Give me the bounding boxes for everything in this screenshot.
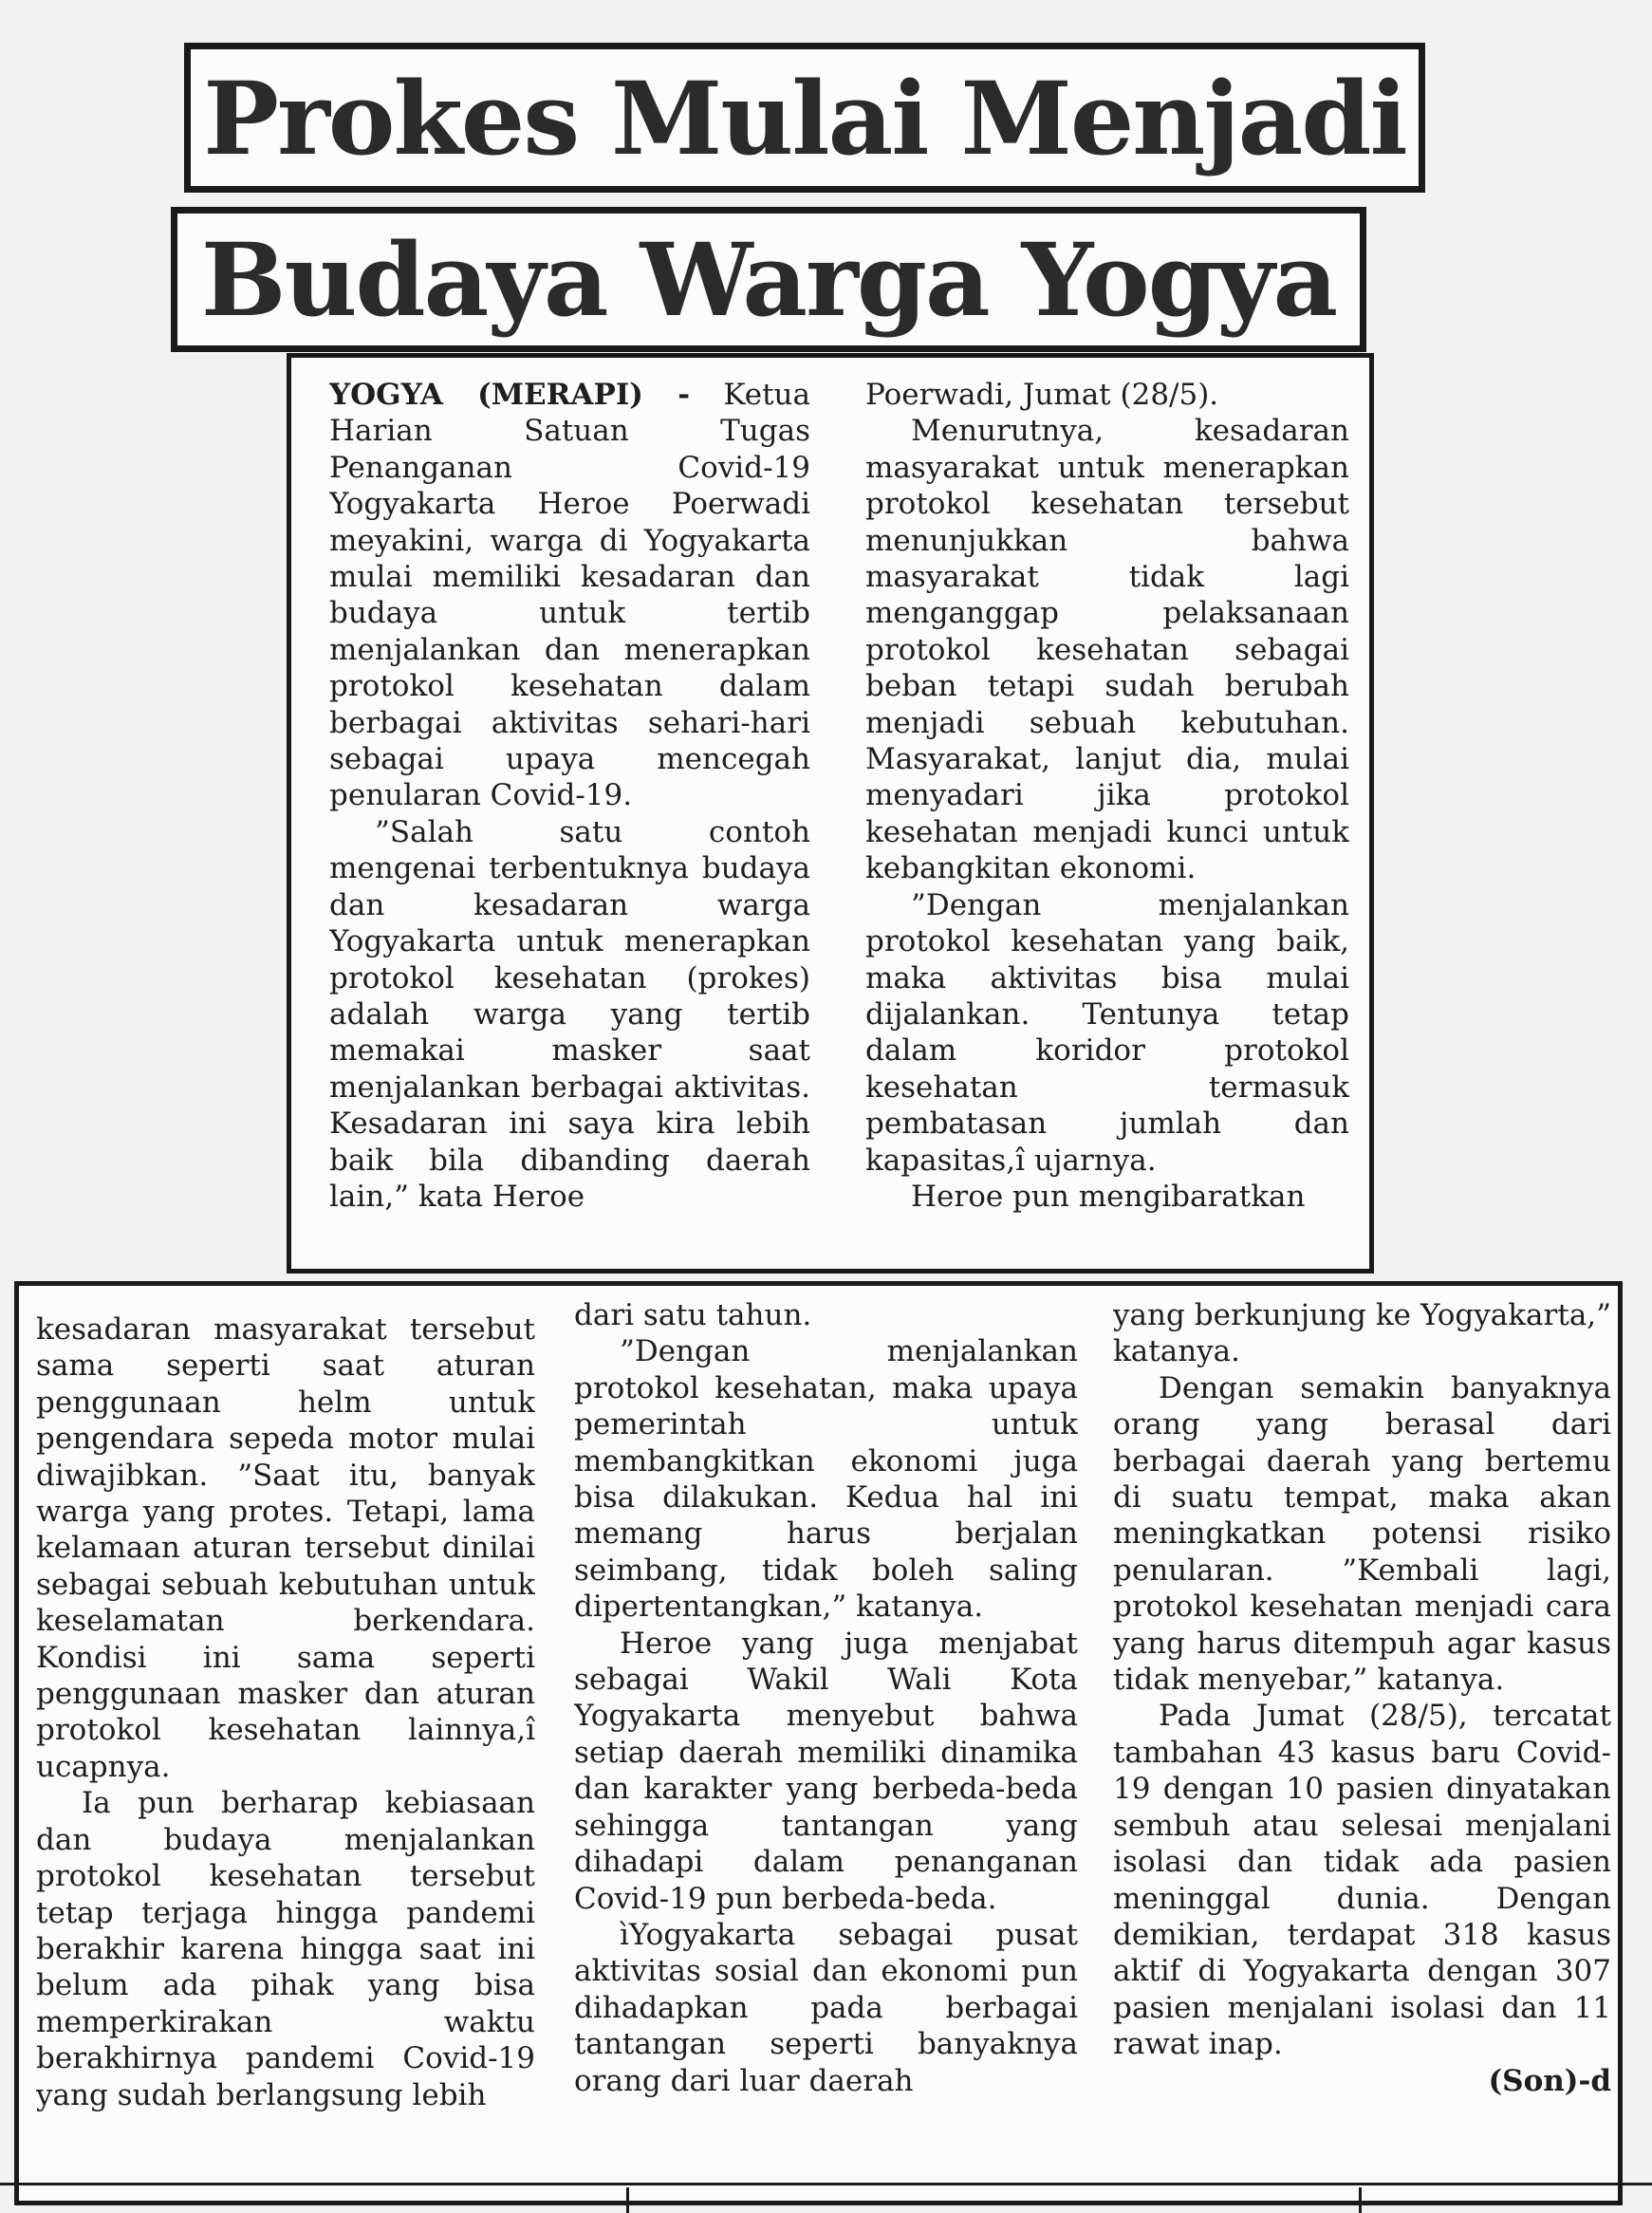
- dateline: YOGYA (MERAPI) -: [329, 378, 691, 412]
- article-column-1: [329, 377, 810, 1259]
- paragraph-text: Ketua Harian Satuan Tugas Penanganan Covid-19 Yogyakarta Heroe Poerwadi meyakini, warga di Yogyakarta mulai memiliki kesadaran dan budaya untuk tertib menjalankan dan menerapkan protokol kesehatan dalam berbagai aktivitas sehari-hari sebagai upaya mencegah penularan Covid-19.: [329, 378, 810, 813]
- headline-line-2: [171, 207, 1366, 352]
- byline: (Son)-d: [1488, 2063, 1611, 2098]
- article-paragraph: ìYogyakarta sebagai pusat aktivitas sosial dan ekonomi pun dihadapkan pada berbagai tantangan seperti banyaknya orang dari luar daerah: [574, 1917, 1078, 2098]
- article-column-5: [1113, 1297, 1611, 2194]
- bottom-rule: [0, 2183, 1652, 2185]
- article-paragraph: dari satu tahun.: [574, 1298, 812, 1332]
- headline-line-1-text: Prokes Mulai Menjadi: [203, 58, 1406, 177]
- article-paragraph: yang berkunjung ke Yogyakarta,” katanya.: [1113, 1298, 1611, 1369]
- article-paragraph: Ia pun berharap kebiasaan dan budaya menjalankan protokol kesehatan tersebut tetap terjaga hingga pandemi berakhir karena hingga saat ini belum ada pihak yang bisa memperkirakan waktu berakhirnya pandemi Covid-19 yang sudah berlangsung lebih: [36, 1786, 535, 2112]
- article-paragraph: [329, 377, 810, 814]
- headline-line-1: [184, 43, 1425, 193]
- article-paragraph: kesadaran masyarakat tersebut sama seperti saat aturan penggunaan helm untuk pengendara sepeda motor mulai diwajibkan. ”Saat itu, banyak warga yang protes. Tetapi, lama kelamaan aturan tersebut dinilai sebagai sebuah kebutuhan untuk keselamatan berkendara. Kondisi ini sama seperti penggunaan masker dan aturan protokol kesehatan lainnya,î ucapnya.: [36, 1312, 535, 1784]
- article-paragraph: ”Salah satu contoh mengenai terbentuknya budaya dan kesadaran warga Yogyakarta untuk menerapkan protokol kesehatan (prokes) adalah warga yang tertib memakai masker saat menjalankan berbagai aktivitas. Kesadaran ini saya kira lebih baik bila dibanding daerah lain,” kata Heroe: [329, 814, 810, 1214]
- article-paragraph: Heroe pun mengibaratkan: [911, 1179, 1306, 1214]
- headline-line-2-text: Budaya Warga Yogya: [200, 220, 1337, 339]
- article-bottom-box: [14, 1281, 1623, 2205]
- article-paragraph: Poerwadi, Jumat (28/5).: [865, 378, 1219, 412]
- article-paragraph: ”Dengan menjalankan protokol kesehatan yang baik, maka aktivitas bisa mulai dijalankan. Tentunya tetap dalam koridor protokol kesehatan termasuk pembatasan jumlah dan kapasitas,î ujarnya.: [865, 887, 1349, 1178]
- column-rule-right: [1359, 2187, 1362, 2213]
- article-paragraph: Menurutnya, kesadaran masyarakat untuk menerapkan protokol kesehatan tersebut menunjukkan bahwa masyarakat tidak lagi menganggap pelaksanaan protokol kesehatan sebagai beban tetapi sudah berubah menjadi sebuah kebutuhan. Masyarakat, lanjut dia, mulai menyadari jika protokol kesehatan menjadi kunci untuk kebangkitan ekonomi.: [865, 414, 1349, 886]
- article-paragraph: Pada Jumat (28/5), tercatat tambahan 43 kasus baru Covid-19 dengan 10 pasien dinyatakan sembuh atau selesai menjalani isolasi dan tidak ada pasien meninggal dunia. Dengan demikian, terdapat 318 kasus aktif di Yogyakarta dengan 307 pasien menjalani isolasi dan 11 rawat inap.: [1113, 1699, 1611, 2062]
- article-top-box: [287, 353, 1374, 1274]
- column-rule-left: [626, 2187, 629, 2213]
- article-paragraph: Heroe yang juga menjabat sebagai Wakil Wali Kota Yogyakarta menyebut bahwa setiap daerah memiliki dinamika dan karakter yang berbeda-beda sehingga tantangan yang dihadapi dalam penanganan Covid-19 pun berbeda-beda.: [574, 1626, 1078, 1916]
- article-paragraph: ”Dengan menjalankan protokol kesehatan, maka upaya pemerintah untuk membangkitkan ekonomi juga bisa dilakukan. Kedua hal ini memang harus berjalan seimbang, tidak boleh saling dipertentangkan,” katanya.: [574, 1334, 1078, 1625]
- article-column-2: [865, 377, 1349, 1259]
- article-paragraph: Dengan semakin banyaknya orang yang berasal dari berbagai daerah yang bertemu di suatu tempat, maka akan meningkatkan potensi risiko penularan. ”Kembali lagi, protokol kesehatan menjadi cara yang harus ditempuh agar kasus tidak menyebar,” katanya.: [1113, 1370, 1611, 1698]
- article-column-4: [574, 1297, 1078, 2194]
- article-column-3: [36, 1311, 535, 2204]
